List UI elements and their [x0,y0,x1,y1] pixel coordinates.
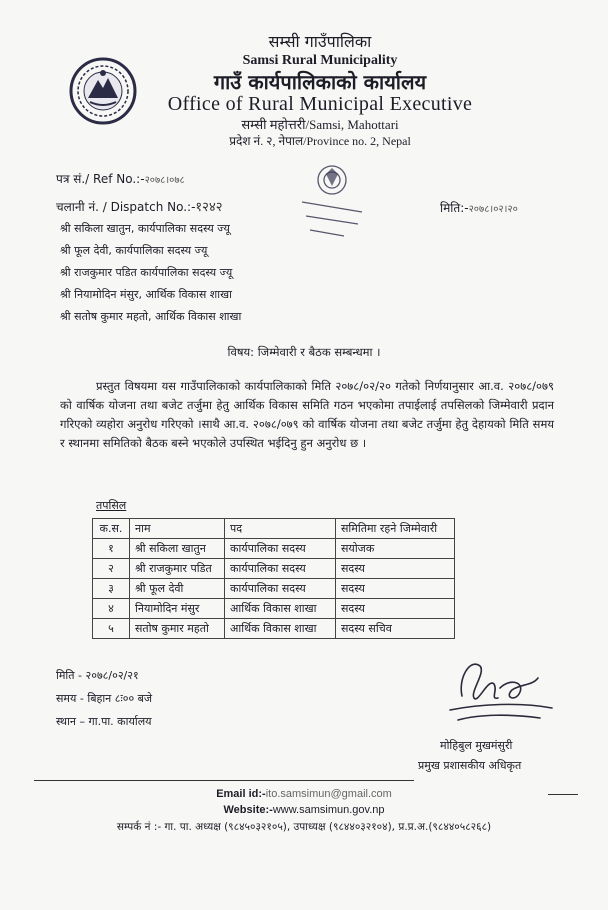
table-cell: सतोष कुमार महतो [130,619,225,639]
footer-contact: सम्पर्क नं :- गा. पा. अध्यक्ष (९८४५०३२१०५), उपाध्यक्ष (९८४४०३२१०४), प्र.प्र.अ.(९८४४०५८२६८) [116,821,492,833]
table-cell: ३ [93,579,130,599]
dispatch-number [56,197,222,215]
recipient-item: श्री सतोष कुमार महतो, आर्थिक विकास शाखा [60,310,242,323]
table-header-row [93,519,455,539]
table-row [93,579,455,599]
ref-label: पत्र सं./ Ref No.:- [56,172,145,186]
committee-table [92,518,455,639]
table-cell: सदस्य [336,579,455,599]
footer-email [0,788,608,800]
footer-divider [34,780,414,781]
dispatch-label: चलानी नं. / Dispatch No.:- [56,200,196,214]
table-cell: कार्यपालिका सदस्य [225,579,336,599]
municipality-emblem-icon [68,56,138,126]
email-link[interactable]: ito.samsimun@gmail.com [265,788,392,800]
table-header-cell: पद [225,519,336,539]
subject-line: विषय: जिम्मेवारी र बैठक सम्बन्धमा । [227,345,381,359]
table-cell: कार्यपालिका सदस्य [225,559,336,579]
table-row [93,599,455,619]
body-paragraph: प्रस्तुत विषयमा यस गाउँपालिकाको कार्यपालिकाको मिति २०७८/०२/२० गतेको निर्णयानुसार आ.व. २०७८/०७९ को वार्षिक योजना तथा बजेट तर्जुमा हेतु आर्थिक विकास समिति गठन भएकोमा तपाईलाई तपसिलको जिम्मेवारी प्रदान गरिएको व्यहोरा अनुरोध गरिएको ।साथै आ.व. २०७८/०७९ को वार्षिक योजना तथा बजेट तर्जुमा हेतु देहायको मिति समय र स्थानमा समितिको बैठक बस्ने भएकोले उपस्थित भईदिनु हुन अनुरोध छ । [60,379,554,450]
table-cell: १ [93,539,130,559]
table-cell: ५ [93,619,130,639]
handwritten-signature-icon [440,648,560,738]
ref-number [56,170,185,187]
signatory-title: प्रमुख प्रशासकीय अधिकृत [418,759,522,772]
footer-website [0,804,608,816]
table-header-cell: नाम [130,519,225,539]
header-nepali-name: सम्सी गाउँपालिका [268,32,372,51]
meeting-place: स्थान – गा.पा. कार्यालय [56,715,152,728]
table-cell: कार्यपालिका सदस्य [225,539,336,559]
table-cell: सदस्य [336,559,455,579]
header-office-english: Office of Rural Municipal Executive [167,93,473,115]
header-province: प्रदेश नं. २, नेपाल/Province no. 2, Nepal [229,134,411,148]
meeting-details [56,664,152,733]
website-link[interactable]: www.samsimun.gov.np [272,804,385,816]
table-cell: सयोजक [336,539,455,559]
table-cell: आर्थिक विकास शाखा [225,599,336,619]
header-english-name: Samsi Rural Municipality [242,53,398,68]
date-value: २०७८।०२।२० [468,204,518,215]
table-cell: नियामोदिन मंसुर [130,599,225,619]
table-row [93,559,455,579]
table-cell: सदस्य [336,599,455,619]
meeting-time: समय - बिहान ८ः०० बजे [56,692,153,705]
table-row [93,539,455,559]
email-label: Email id:- [216,788,266,800]
table-cell: श्री सकिला खातुन [130,539,225,559]
date-label: मिति:- [440,201,469,215]
table-header-cell: समितिमा रहने जिम्मेवारी [336,519,455,539]
meeting-date: मिति - २०७८/०२/२१ [56,669,139,682]
table-row [93,619,455,639]
table-cell: श्री फूल देवी [130,579,225,599]
recipient-item: श्री सकिला खातुन, कार्यपालिका सदस्य ज्यू [60,222,230,235]
office-stamp-icon [292,152,372,242]
table-label: तपसिल [96,499,127,512]
letter-date [440,199,518,216]
header-address: सम्सी महोत्तरी/Samsi, Mahottari [241,117,399,132]
header-office-nepali: गाउँ कार्यपालिकाको कार्यालय [213,70,427,94]
dispatch-value: १२४२ [195,199,223,214]
website-label: Website:- [223,804,273,816]
table-cell: ४ [93,599,130,619]
table-cell: २ [93,559,130,579]
ref-value: २०७८।०७८ [144,175,185,186]
recipient-list [60,218,241,328]
recipient-item: श्री नियामोदिन मंसुर, आर्थिक विकास शाखा [60,288,232,301]
table-cell: सदस्य सचिव [336,619,455,639]
recipient-item: श्री फूल देवी, कार्यपालिका सदस्य ज्यू [60,244,208,257]
table-cell: आर्थिक विकास शाखा [225,619,336,639]
recipient-item: श्री राजकुमार पडित कार्यपालिका सदस्य ज्यू [60,266,233,279]
table-header-cell: क.स. [93,519,130,539]
table-cell: श्री राजकुमार पडित [130,559,225,579]
signatory-name: मोहिबुल मुखमंसुरी [440,739,513,752]
